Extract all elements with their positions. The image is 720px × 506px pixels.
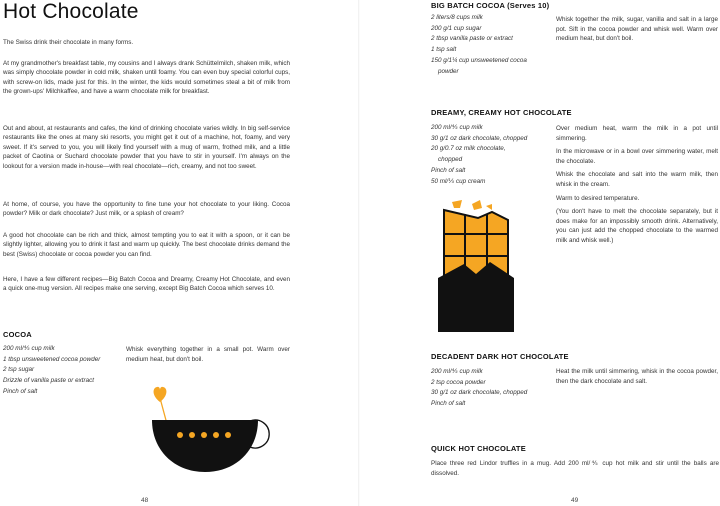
page-number-right: 49	[571, 497, 579, 504]
ingredient: 2 tsp sugar	[3, 366, 35, 374]
decadent-heading: DECADENT DARK HOT CHOCOLATE	[431, 352, 569, 361]
ingredient: Pinch of salt	[431, 166, 466, 174]
decadent-method: Heat the milk until simmering, whisk in the cocoa powder, then the dark chocolate and salt.	[556, 368, 718, 385]
cocoa-ingredients	[3, 344, 100, 398]
ingredient: 30 g/1 oz dark chocolate, chopped	[431, 134, 528, 142]
page-title: Hot Chocolate	[3, 0, 139, 23]
chocolate-bar-illustration	[436, 198, 520, 334]
cocoa-heading: COCOA	[3, 330, 32, 339]
big-batch-heading: BIG BATCH COCOA (Serves 10)	[431, 1, 550, 10]
dreamy-method	[556, 124, 718, 249]
ingredient: chopped	[438, 156, 463, 164]
dreamy-heading: DREAMY, CREAMY HOT CHOCOLATE	[431, 108, 572, 117]
ingredient: 2 liters/8 cups milk	[431, 14, 483, 21]
ingredient: Pinch of salt	[431, 400, 466, 408]
method-step: (You don't have to melt the chocolate separately, but it does make for an impossibly smooth drink. Alternatively, you can just add the chopped chocolate to the warmed milk and whisk well.)	[556, 208, 718, 244]
ingredient: 200 ml/⅘ cup milk	[3, 345, 55, 352]
ingredient: 200 g/1 cup sugar	[431, 24, 482, 32]
ingredient: Drizzle of vanilla paste or extract	[3, 377, 94, 385]
cocoa-method: Whisk everything together in a small pot. Warm over medium heat, but don't boil.	[126, 346, 290, 363]
method-step: In the microwave or in a bowl over simmering water, melt the chocolate.	[556, 148, 718, 165]
chocolate-bar-icon	[438, 200, 514, 332]
quick-heading: QUICK HOT CHOCOLATE	[431, 444, 526, 453]
restaurants-paragraph: Out and about, at restaurants and cafes, the kind of drinking chocolate varies wildly. In big self-service restaurants like the ones at many ski resorts, you might get it out of a machine, hot, foamy, and very sweet. If it's served to you, you will likely find yourself with a mug of warm, frothed milk, and a little packet of Caotina or Suchard chocolate powder that you have to stir in yourself. I'm always on the lookout for a version made in-house—with real chocolate—rich, creamy, and not too sweet.	[3, 125, 290, 170]
ingredient: 150 g/1¼ cup unsweetened cocoa	[431, 56, 527, 64]
ingredient: 50 ml/⅕ cup cream	[431, 177, 486, 185]
quick-method: Place three red Lindor truffles in a mug. Add 200 ml/⅘ cup hot milk and stir until the balls are dissolved.	[431, 460, 719, 477]
recipes-paragraph: Here, I have a few different recipes—Big Batch Cocoa and Dreamy, Creamy Hot Chocolate, and even a quick one-mug version. All recipes make one serving, except Big Batch Cocoa which serves 10.	[3, 276, 290, 293]
ingredient: 2 tsp cocoa powder	[431, 378, 486, 386]
ingredient: Pinch of salt	[3, 387, 38, 395]
ingredient: powder	[438, 67, 459, 75]
method-step: Over medium heat, warm the milk in a pot until simmering.	[556, 125, 718, 142]
dreamy-ingredients	[431, 123, 527, 187]
ingredient: 2 tbsp vanilla paste or extract	[431, 35, 513, 43]
good-hot-chocolate-paragraph: A good hot chocolate can be rich and thick, almost tempting you to eat it with a spoon, or it can be slightly lighter, allowing you to drink it fast and warm up quickly. The best chocolate drinks demand the best (Swiss) chocolate or cocoa powder you can find.	[3, 232, 290, 258]
ingredient: 20 g/0.7 oz milk chocolate,	[431, 145, 506, 153]
ingredient: 30 g/1 oz dark chocolate, chopped	[431, 389, 528, 397]
decadent-ingredients	[431, 367, 527, 410]
ingredient: 200 ml/⅘ cup milk	[431, 368, 483, 375]
method-step: Warm to desired temperature.	[556, 194, 640, 202]
intro-paragraph: The Swiss drink their chocolate in many forms.	[3, 39, 134, 46]
right-page	[360, 0, 720, 506]
page-number-left: 48	[141, 497, 149, 504]
cocoa-cup-illustration	[150, 384, 272, 478]
heart-icon	[154, 387, 167, 424]
ingredient: 200 ml/⅘ cup milk	[431, 124, 483, 131]
method-step: Whisk the chocolate and salt into the warm milk, then whisk in the cream.	[556, 171, 718, 188]
ingredient: 1 tsp salt	[431, 46, 457, 54]
ingredient: 1 tbsp unsweetened cocoa powder	[3, 355, 101, 363]
big-batch-method: Whisk together the milk, sugar, vanilla and salt in a large pot. Sift in the cocoa powder and whisk well. Warm over medium heat, but don't boil.	[556, 16, 718, 42]
grandmother-paragraph: At my grandmother's breakfast table, my cousins and I always drank Schüttelmilch, shaken milk, which was simply chocolate powder in cold milk, shaken until foamy. You can even buy special colorful cups, with screw-on lids, made just for this. In the winter, the kids would sometimes steal a bit of milk from the grown-ups' Milchkaffee, and have a warm chocolate milk for breakfast.	[3, 60, 290, 96]
cup-body	[152, 420, 258, 472]
big-batch-ingredients	[431, 13, 527, 77]
home-paragraph: At home, of course, you have the opportunity to fine tune your hot chocolate to your liking. Cocoa powder? Milk or dark chocolate? Just milk, or a splash of cream?	[3, 201, 290, 218]
